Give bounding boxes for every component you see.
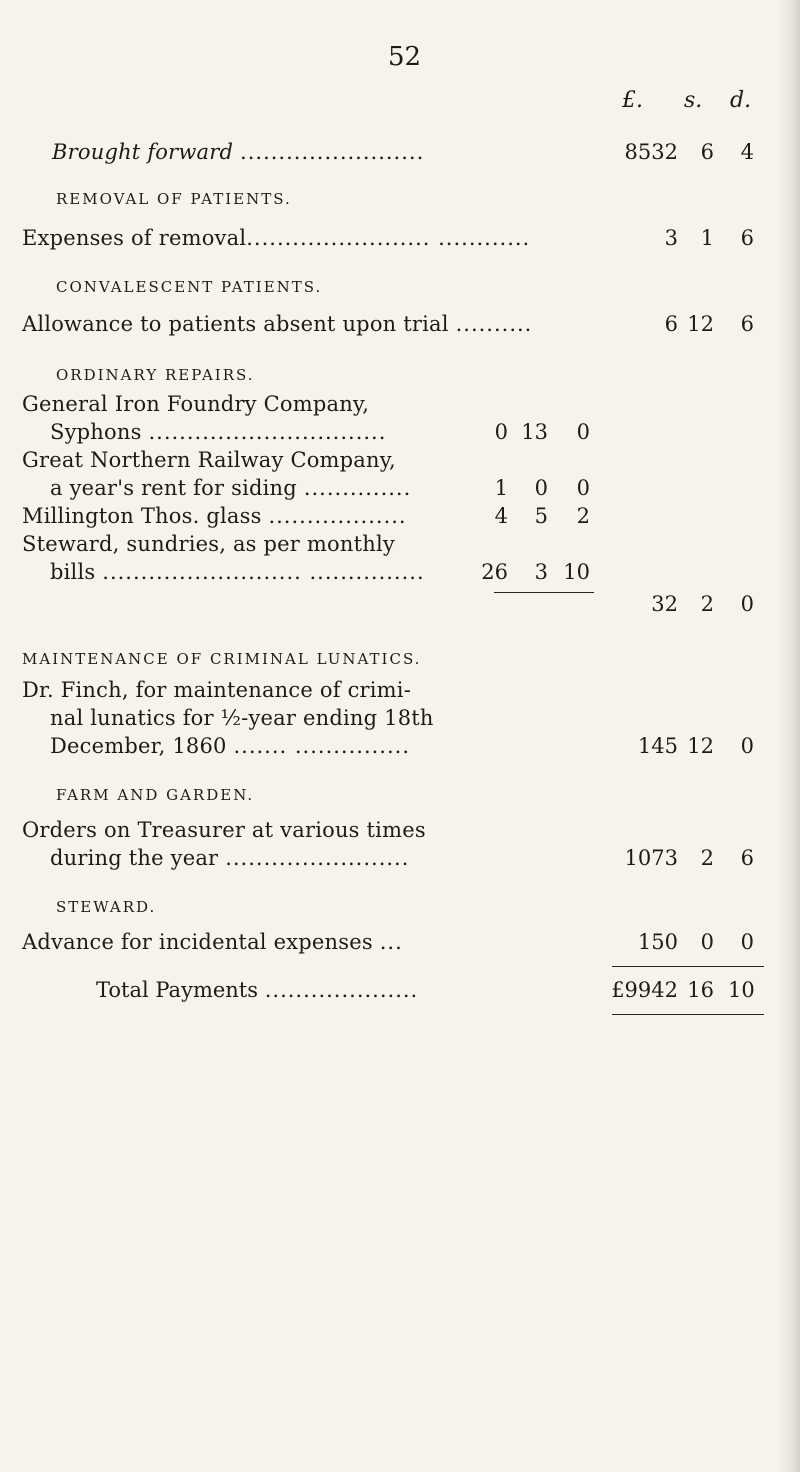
repair-item-label: Millington Thos. glass	[22, 504, 262, 528]
repair-pence: 2	[576, 504, 590, 528]
section-heading-removal: REMOVAL OF PATIENTS.	[56, 190, 292, 208]
total-label: Total Payments	[96, 978, 259, 1002]
repair-item-line2	[50, 420, 386, 444]
section-heading-repairs: ORDINARY REPAIRS.	[56, 366, 255, 384]
convalescent-pounds: 6	[664, 312, 678, 336]
pounds-header: £.	[622, 88, 643, 113]
criminal-line2: nal lunatics for ½-year ending 18th	[50, 706, 434, 730]
repair-pounds: 26	[481, 560, 508, 584]
repair-shillings: 3	[534, 560, 548, 584]
total-pence: 10	[728, 978, 755, 1002]
steward-shillings: 0	[700, 930, 714, 954]
repairs-subtotal-pence: 0	[740, 592, 754, 616]
criminal-line3	[50, 734, 410, 758]
criminal-label: December, 1860	[50, 734, 227, 758]
page-number: 52	[388, 42, 422, 72]
farm-label: during the year	[50, 846, 219, 870]
brought-forward-label: Brought forward	[52, 140, 234, 164]
leader-dots: ....... ...............	[233, 734, 411, 758]
leader-dots: ....................	[264, 978, 419, 1002]
total-pounds: £9942	[611, 978, 678, 1002]
repair-item-line1: General Iron Foundry Company,	[22, 392, 370, 416]
repair-pounds: 1	[494, 476, 508, 500]
repairs-subtotal-shillings: 2	[700, 592, 714, 616]
repair-item-line1: Great Northern Railway Company,	[22, 448, 396, 472]
leader-dots: ........................ ............	[246, 226, 531, 250]
leader-dots: ..............	[303, 476, 412, 500]
steward-row	[22, 930, 403, 954]
leader-dots: ...............................	[148, 420, 387, 444]
leader-dots: ...	[379, 930, 403, 954]
repair-item-label: bills	[50, 560, 96, 584]
removal-row	[22, 226, 530, 250]
removal-pence: 6	[740, 226, 754, 250]
repair-shillings: 5	[534, 504, 548, 528]
repair-pounds: 4	[494, 504, 508, 528]
repair-item-line1: Steward, sundries, as per monthly	[22, 532, 395, 556]
brought-forward-pounds: 8532	[624, 140, 678, 164]
repair-pence: 0	[576, 476, 590, 500]
repair-item-line2	[50, 476, 411, 500]
total-bottom-rule	[612, 1014, 764, 1015]
steward-pence: 0	[740, 930, 754, 954]
section-heading-farm: FARM AND GARDEN.	[56, 786, 255, 804]
removal-pounds: 3	[664, 226, 678, 250]
repair-item-line2	[50, 560, 425, 584]
section-heading-steward: STEWARD.	[56, 898, 157, 916]
steward-label: Advance for incidental expenses	[22, 930, 373, 954]
leader-dots: ..........	[455, 312, 533, 336]
removal-shillings: 1	[700, 226, 714, 250]
farm-line1: Orders on Treasurer at various times	[22, 818, 426, 842]
criminal-pounds: 145	[637, 734, 678, 758]
steward-pounds: 150	[637, 930, 678, 954]
criminal-line1: Dr. Finch, for maintenance of crimi-	[22, 678, 412, 702]
convalescent-label: Allowance to patients absent upon trial	[22, 312, 449, 336]
section-heading-criminal: MAINTENANCE OF CRIMINAL LUNATICS.	[22, 650, 422, 668]
total-top-rule	[612, 966, 764, 967]
leader-dots: ........................	[240, 140, 425, 164]
farm-line2	[50, 846, 409, 870]
leader-dots: ..................	[268, 504, 407, 528]
subtotal-rule	[494, 592, 594, 593]
total-row	[96, 978, 418, 1002]
repair-shillings: 13	[521, 420, 548, 444]
repair-item-label: Syphons	[50, 420, 142, 444]
repairs-subtotal-pounds: 32	[651, 592, 678, 616]
removal-label: Expenses of removal	[22, 226, 247, 250]
repair-pence: 10	[563, 560, 590, 584]
convalescent-pence: 6	[740, 312, 754, 336]
brought-forward-shillings: 6	[700, 140, 714, 164]
shillings-header: s.	[684, 88, 703, 113]
section-heading-convalescent: CONVALESCENT PATIENTS.	[56, 278, 323, 296]
brought-forward-pence: 4	[740, 140, 754, 164]
pence-header: d.	[730, 88, 752, 113]
criminal-shillings: 12	[687, 734, 714, 758]
repair-item-label: a year's rent for siding	[50, 476, 297, 500]
total-shillings: 16	[687, 978, 714, 1002]
leader-dots: ........................	[225, 846, 410, 870]
leader-dots: .......................... ...............	[102, 560, 425, 584]
repair-shillings: 0	[534, 476, 548, 500]
brought-forward-row	[52, 140, 424, 164]
page-edge-shadow	[778, 0, 800, 1472]
farm-pence: 6	[740, 846, 754, 870]
repair-pence: 0	[576, 420, 590, 444]
criminal-pence: 0	[740, 734, 754, 758]
convalescent-row	[22, 312, 532, 336]
farm-pounds: 1073	[624, 846, 678, 870]
repair-item-line1	[22, 504, 407, 528]
farm-shillings: 2	[700, 846, 714, 870]
convalescent-shillings: 12	[687, 312, 714, 336]
repair-pounds: 0	[494, 420, 508, 444]
